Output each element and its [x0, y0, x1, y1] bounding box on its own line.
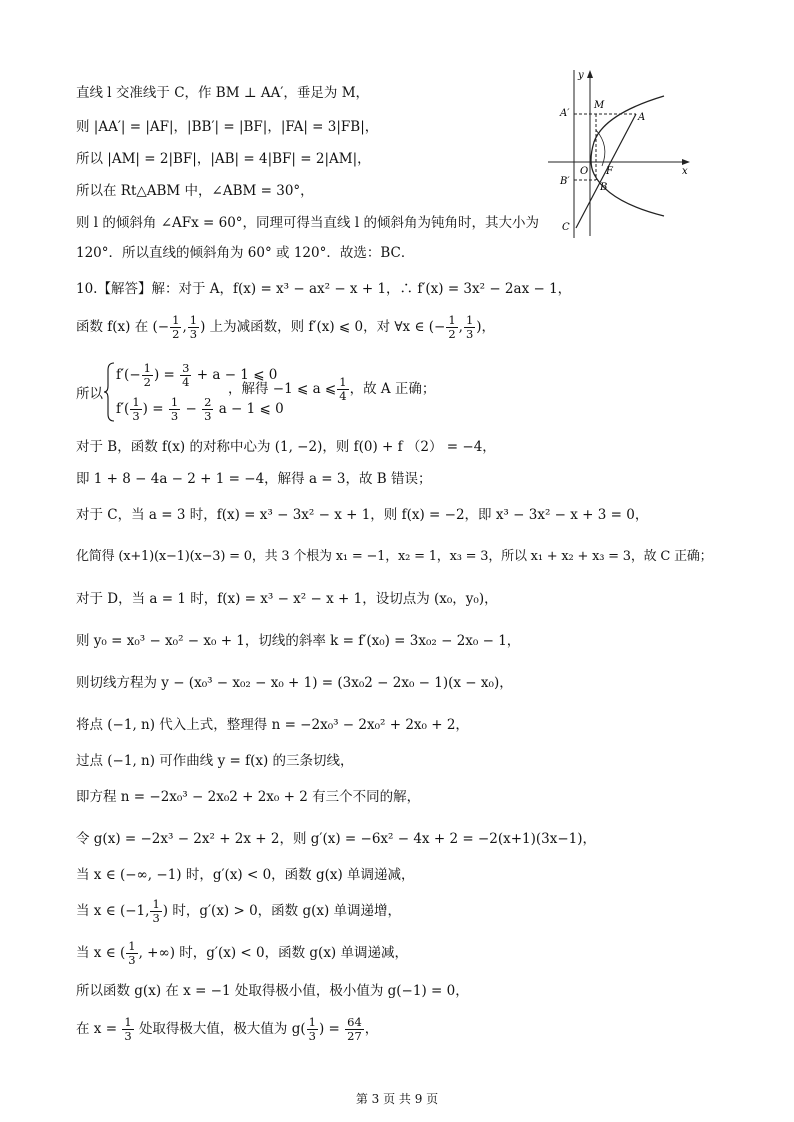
fraction — [122, 1016, 133, 1043]
text-line: 10.【解答】解：对于 A，f(x) = x³ − ax² − x + 1，∴ f′(x) = 3x² − 2ax − 1， — [76, 281, 572, 297]
numerator: 1 — [308, 1015, 316, 1029]
text-line: 对于 B，函数 f(x) 的对称中心为 (1, −2)，则 f(0) + f （2） = −4， — [76, 439, 496, 455]
text-segment: ) = — [142, 401, 164, 417]
text-line: 则 l 的倾斜角 ∠AFx = 60°，同理可得当直线 l 的倾斜角为钝角时，其大小为 — [76, 215, 539, 231]
fraction — [307, 1016, 318, 1043]
denominator: 3 — [170, 409, 179, 423]
denominator: 3 — [124, 1029, 132, 1043]
fraction — [142, 362, 153, 389]
fraction — [188, 314, 199, 341]
numerator: 64 — [347, 1015, 362, 1029]
text-segment: 在 x = — [76, 1021, 118, 1037]
fraction — [169, 396, 180, 423]
numerator: 1 — [124, 1015, 132, 1029]
brace-icon — [104, 362, 116, 422]
label-A-prime: A′ — [560, 108, 570, 119]
denominator: 3 — [128, 953, 136, 967]
numerator: 1 — [448, 313, 456, 327]
text-segment: )， — [476, 319, 496, 335]
numerator: 1 — [172, 313, 180, 327]
numerator: 1 — [465, 313, 474, 327]
text-line: 当 x ∈ (−∞, −1) 时，g′(x) < 0，函数 g(x) 单调递减， — [76, 867, 415, 883]
text-line: 则 |AA′| = |AF|，|BB′| = |BF|，|FA| = 3|FB|， — [76, 119, 379, 135]
text-segment: 当 x ∈ ( — [76, 945, 126, 961]
text-segment: a − 1 ⩽ 0 — [218, 401, 284, 417]
fraction — [337, 376, 348, 403]
system-conclusion — [228, 376, 435, 403]
text-segment: 当 x ∈ (−1, — [76, 903, 150, 919]
numerator: 3 — [182, 361, 190, 375]
text-line: 所以在 Rt△ABM 中，∠ABM = 30°， — [76, 183, 314, 199]
denominator: 4 — [339, 389, 347, 403]
x-axis-arrow — [682, 159, 690, 165]
denominator: 4 — [182, 375, 190, 389]
text-segment: f′(− — [116, 367, 141, 383]
text-segment: ，故 A 正确； — [349, 381, 436, 397]
denominator: 27 — [347, 1029, 362, 1043]
text-segment: 处取得极大值，极大值为 g( — [138, 1021, 306, 1037]
label-B: B — [600, 182, 608, 193]
numerator: 1 — [170, 395, 179, 409]
denominator: 3 — [152, 911, 160, 925]
text-segment: ) = — [153, 367, 175, 383]
text-line: 直线 l 交准线于 C，作 BM ⊥ AA′，垂足为 M， — [76, 85, 370, 101]
text-line: 将点 (−1, n) 代入上式，整理得 n = −2x₀³ − 2x₀² + 2x₀ + 2， — [76, 717, 469, 733]
fraction — [464, 314, 475, 341]
text-line-with-fractions — [76, 940, 408, 967]
label-C: C — [562, 222, 570, 233]
text-segment: + a − 1 ⩽ 0 — [196, 367, 278, 383]
numerator: 2 — [204, 395, 212, 409]
denominator: 3 — [132, 409, 140, 423]
numerator: 1 — [143, 361, 151, 375]
text-segment: , — [182, 319, 187, 335]
label-A: A — [638, 112, 646, 123]
parabola-figure — [544, 66, 694, 242]
fraction — [170, 314, 181, 341]
numerator: 1 — [152, 897, 160, 911]
text-segment: , +∞) 时，g′(x) < 0，函数 g(x) 单调递减， — [138, 945, 408, 961]
page-footer: 第 3 页 共 9 页 — [355, 1092, 439, 1106]
denominator: 2 — [143, 375, 151, 389]
text-segment: , — [458, 319, 463, 335]
text-line: 即方程 n = −2x₀³ − 2x₀2 + 2x₀ + 2 有三个不同的解， — [76, 789, 421, 805]
fraction — [180, 362, 191, 389]
numerator: 1 — [189, 313, 198, 327]
denominator: 3 — [189, 327, 198, 341]
denominator: 2 — [172, 327, 180, 341]
label-F: F — [606, 166, 613, 177]
text-line: 对于 D，当 a = 1 时，f(x) = x³ − x² − x + 1，设切点为 (x₀，y₀)， — [76, 591, 498, 607]
text-line-with-fractions — [76, 314, 495, 341]
text-segment: ，解得 −1 ⩽ a ⩽ — [228, 381, 337, 397]
text-line: 则切线方程为 y − (x₀³ − x₀₂ − x₀ + 1) = (3x₀2 − 2x₀ − 1)(x − x₀)， — [76, 675, 513, 691]
label-B-prime: B′ — [560, 176, 570, 187]
label-M: M — [594, 100, 605, 111]
text-line: 对于 C，当 a = 3 时，f(x) = x³ − 3x² − x + 1，则 f(x) = −2，即 x³ − 3x² − x + 3 = 0， — [76, 507, 649, 523]
numerator: 1 — [339, 375, 347, 389]
text-segment: − — [185, 401, 197, 417]
label-x: x — [682, 166, 688, 177]
y-axis-arrow — [587, 70, 593, 78]
fraction — [202, 396, 213, 423]
text-segment: ) = — [318, 1021, 340, 1037]
numerator: 1 — [132, 395, 140, 409]
fraction — [446, 314, 457, 341]
fraction — [126, 940, 137, 967]
denominator: 3 — [308, 1029, 316, 1043]
text-segment: ) 时，g′(x) > 0，函数 g(x) 单调递增， — [162, 903, 402, 919]
denominator: 3 — [465, 327, 474, 341]
fraction — [150, 898, 161, 925]
fraction — [130, 396, 141, 423]
denominator: 3 — [204, 409, 212, 423]
text-segment: f′( — [116, 401, 130, 417]
text-line: 120°．所以直线的倾斜角为 60° 或 120°．故选：BC． — [76, 245, 415, 261]
label-O: O — [580, 166, 589, 177]
text-line: 所以 |AM| = 2|BF|，|AB| = 4|BF| = 2|AM|， — [76, 151, 371, 167]
text-line: 即 1 + 8 − 4a − 2 + 1 = −4，解得 a = 3，故 B 错误； — [76, 471, 432, 487]
text-segment: ) 上为减函数，则 f′(x) ⩽ 0，对 ∀x ∈ (− — [200, 319, 446, 335]
text-line: 则 y₀ = x₀³ − x₀² − x₀ + 1，切线的斜率 k = f′(x₀) = 3x₀₂ − 2x₀ − 1， — [76, 633, 521, 649]
numerator: 1 — [128, 939, 136, 953]
text-line: 令 g(x) = −2x³ − 2x² + 2x + 2，则 g′(x) = −6x² − 4x + 2 = −2(x+1)(3x−1)， — [76, 831, 597, 847]
fraction — [345, 1016, 364, 1043]
denominator: 2 — [448, 327, 456, 341]
text-line: 过点 (−1, n) 可作曲线 y = f(x) 的三条切线， — [76, 753, 354, 769]
text-segment: ， — [364, 1021, 379, 1037]
text-segment: 函数 f(x) 在 (− — [76, 319, 170, 335]
text-line: 化简得 (x+1)(x−1)(x−3) = 0，共 3 个根为 x₁ = −1，x₂ = 1，x₃ = 3，所以 x₁ + x₂ + x₃ = 3，故 C 正确； — [76, 549, 713, 564]
text-line-with-fractions — [76, 1016, 378, 1043]
text-line: 所以函数 g(x) 在 x = −1 处取得极小值，极小值为 g(−1) = 0， — [76, 983, 469, 999]
label-y: y — [578, 70, 584, 81]
system-lead: 所以 — [76, 386, 103, 402]
inequality-system — [76, 360, 536, 424]
text-line-with-fractions — [76, 898, 401, 925]
